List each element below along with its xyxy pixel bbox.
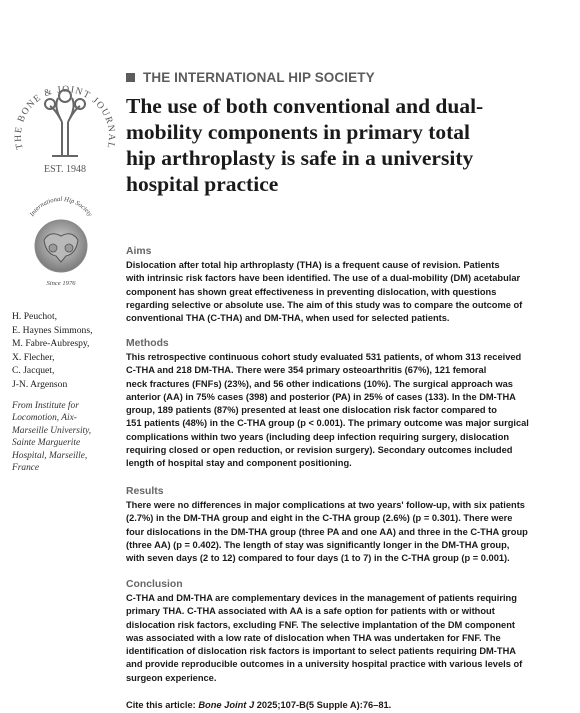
body-line: Dislocation after total hip arthroplasty (THA) is a frequent cause of revision. Patients (126, 260, 500, 270)
affiliation-line: Marseille University, (12, 425, 92, 436)
conclusion-heading: Conclusion (126, 579, 183, 590)
methods-text (126, 351, 564, 471)
svg-text:International Hip Society (28, 196, 93, 219)
femur-tree-icon (45, 90, 85, 156)
body-line: with seven days (2 to 12) compared to four days (1 to 7) in the C-THA group (p = 0.001). (126, 553, 510, 564)
title-line: hip arthroplasty is safe in a university (126, 146, 474, 170)
body-line: requiring closed or open reduction, or revision surgery). Secondary outcomes included (126, 445, 513, 456)
title-line: hospital practice (126, 172, 279, 196)
body-line: primary THA. C-THA associated with AA is a safe option for patients with or without (126, 606, 495, 617)
body-line: regarding selective or absolute use. The aim of this study was to compare the outcome of (126, 299, 523, 310)
body-line: and provide reproducible outcomes in a university hospital practice with various levels of (126, 659, 523, 670)
aims-text (126, 259, 564, 325)
body-line: C-THA and DM-THA are complementary devices in the management of patients requiring (126, 593, 517, 603)
body-line: neck fractures (FNFs) (23%), and 56 other indications (10%). The surgical approach was (126, 378, 513, 389)
body-line: This retrospective continuous cohort study evaluated 531 patients, of whom 313 received (126, 352, 522, 362)
body-line: identification of dislocation risk factors is important to select patients requiring DM-THA (126, 646, 516, 657)
author-name: X. Flecher, (12, 351, 55, 363)
body-line: anterior (AA) in 75% cases (398) and posterior (PA) in 25% of cases (133). In the DM-THA (126, 391, 516, 402)
body-line: complications within two years (including deep infection requiring surgery, dislocation (126, 431, 510, 442)
section-label-text: THE INTERNATIONAL HIP SOCIETY (143, 70, 375, 85)
body-line: (2.7%) in the DM-THA group and eight in the C-THA group (2.6%) (p = 0.301). There were (126, 513, 513, 524)
author-list (12, 310, 122, 392)
body-line: 151 patients (48%) in the C-THA group (p < 0.001). The primary outcome was major surgical (126, 418, 529, 429)
conclusion-text (126, 592, 564, 685)
journal-logo-arc-text: THE BONE & JOINT JOURNAL (12, 83, 118, 151)
affiliation-line: Locomotion, Aix- (12, 413, 77, 424)
citation-journal: Bone Joint J (198, 700, 255, 710)
article-title (126, 93, 566, 197)
author-name: M. Fabre-Aubrespy, (12, 338, 90, 350)
international-hip-society-logo (20, 196, 102, 290)
society-logo-since: Since 1976 (46, 280, 76, 287)
citation (126, 700, 391, 710)
body-line: surgeon experience. (126, 672, 217, 683)
affiliation-line: Hospital, Marseille, (12, 450, 88, 461)
title-line: The use of both conventional and dual- (126, 94, 484, 118)
body-line: component has shown great effectiveness in preventing dislocation, with questions (126, 286, 497, 297)
title-line: mobility components in primary total (126, 120, 470, 144)
section-label (126, 70, 375, 85)
author-name: C. Jacquet, (12, 365, 55, 377)
body-line: was associated with a low rate of dislocation when THA was undertaken for FNF. The (126, 632, 501, 643)
journal-logo-est: EST. 1948 (43, 164, 87, 175)
results-heading: Results (126, 486, 164, 497)
body-line: C-THA and 218 DM-THA. There were 354 primary osteoarthritis (67%), 121 femoral (126, 365, 487, 376)
affiliation (12, 400, 118, 474)
body-line: four dislocations in the DM-THA group (three PA and one AA) and three in the C-THA group (126, 526, 528, 537)
body-line: group, 189 patients (87%) presented at least one dislocation risk factor compared to (126, 405, 497, 416)
methods-heading: Methods (126, 338, 169, 349)
left-column (0, 0, 118, 713)
body-line: dislocation risk factors, excluding FNF. The selective implantation of the DM component (126, 619, 515, 630)
bone-joint-journal-logo (10, 60, 118, 178)
author-name: E. Haynes Simmons, (12, 324, 93, 336)
results-text (126, 499, 564, 565)
body-line: length of hospital stay and component positioning. (126, 458, 352, 469)
body-line: conventional THA (C-THA) and DM-THA, when used for selected patients. (126, 313, 450, 324)
citation-details: 2025;107-B(5 Supple A):76–81. (256, 700, 392, 710)
affiliation-line: France (12, 463, 40, 474)
body-line: with intrinsic risk factors have been identified. The use of a dual-mobility (DM) acetabular (126, 273, 521, 284)
society-logo-arc-text: International Hip Society (28, 196, 94, 218)
citation-prefix: Cite this article: (126, 700, 196, 710)
aims-heading: Aims (126, 246, 152, 257)
body-line: There were no differences in major complications at two years' follow-up, with six patients (126, 500, 525, 510)
square-bullet-icon (126, 73, 135, 82)
affiliation-line: From Institute for (12, 401, 79, 411)
body-line: (three AA) (p = 0.402). The length of stay was significantly longer in the DM-THA group, (126, 539, 510, 550)
svg-text:THE BONE & JOINT JOURNAL (13, 84, 117, 150)
author-name: H. Peuchot, (12, 311, 58, 322)
author-name: J-N. Argenson (12, 378, 68, 390)
affiliation-line: Sainte Marguerite (12, 438, 81, 449)
